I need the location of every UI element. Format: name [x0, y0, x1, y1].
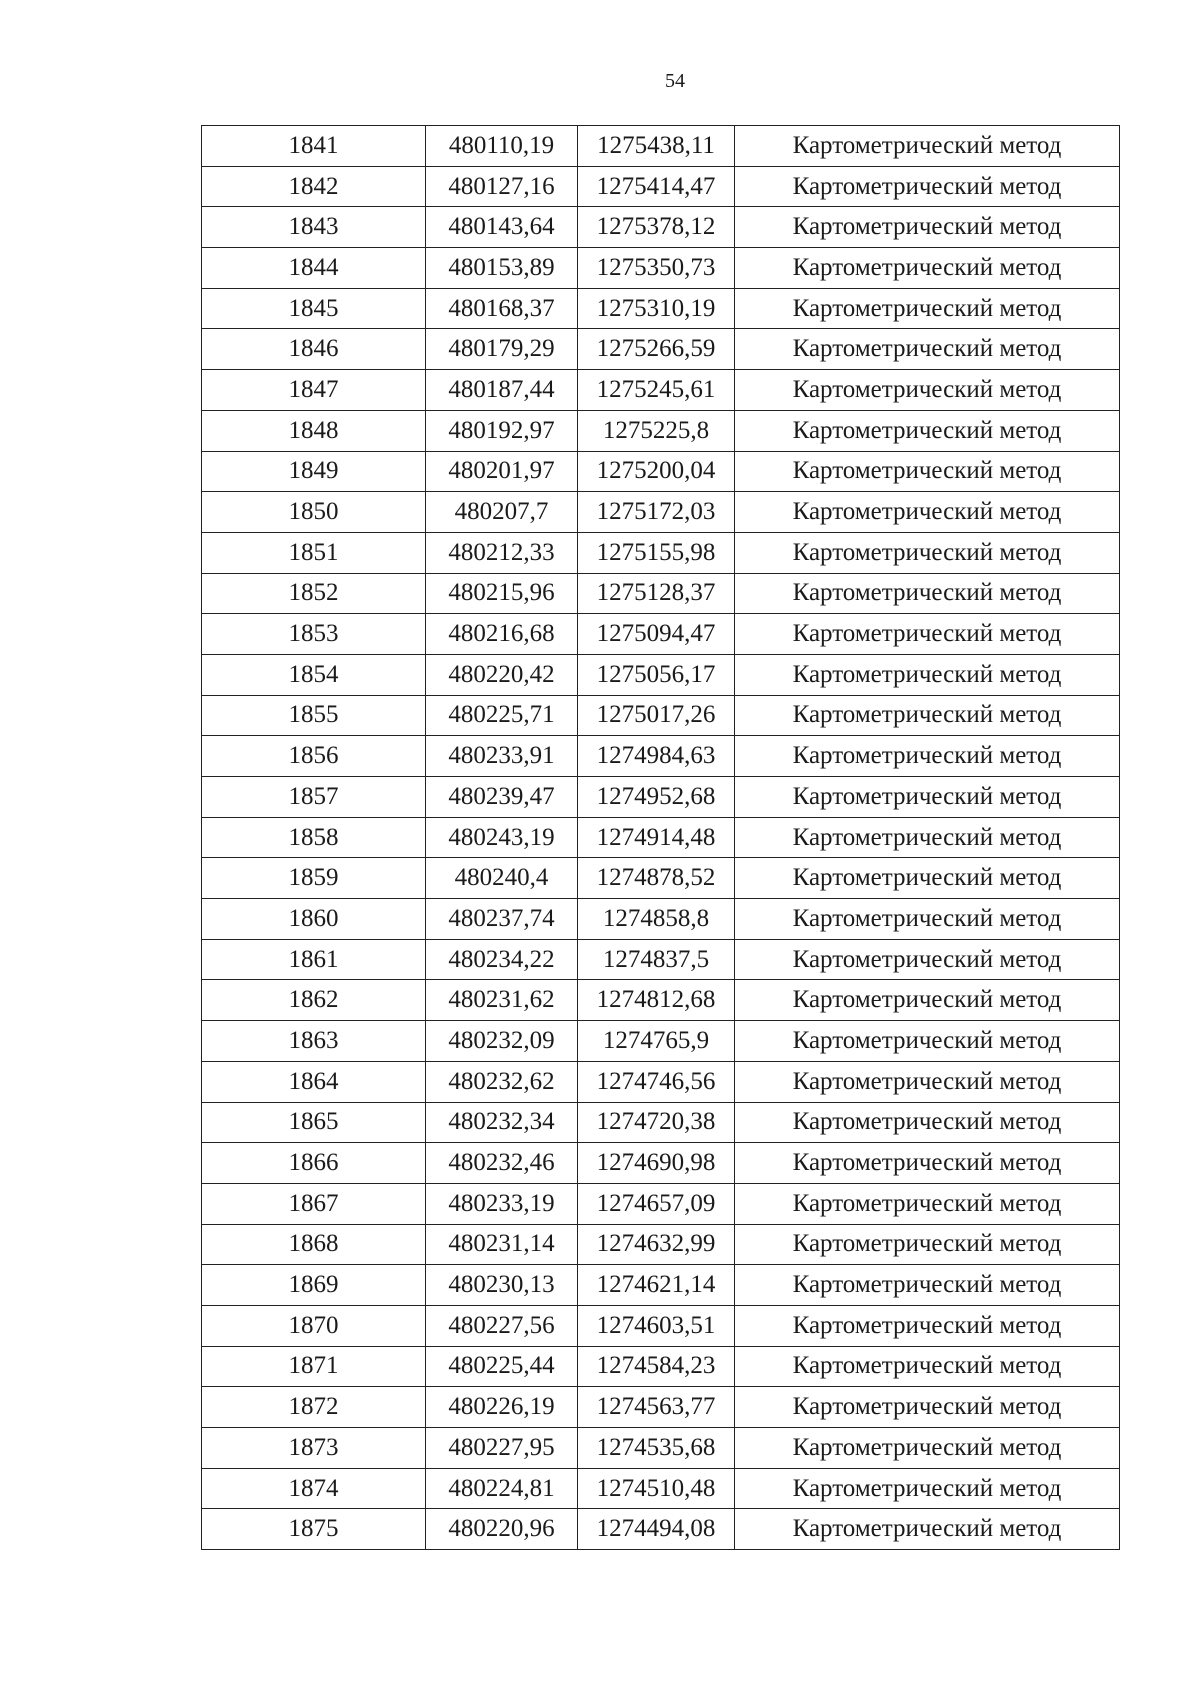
table-body — [202, 126, 1120, 1550]
x-coordinate-cell: 480232,09 — [426, 1021, 578, 1062]
method-cell: Картометрический метод — [735, 1061, 1120, 1102]
x-coordinate-cell: 480226,19 — [426, 1387, 578, 1428]
table-row — [202, 1265, 1120, 1306]
x-coordinate-cell: 480225,44 — [426, 1346, 578, 1387]
x-coordinate-cell: 480224,81 — [426, 1468, 578, 1509]
method-cell: Картометрический метод — [735, 1305, 1120, 1346]
point-number-cell: 1871 — [202, 1346, 426, 1387]
y-coordinate-cell: 1274563,77 — [578, 1387, 735, 1428]
point-number-cell: 1855 — [202, 695, 426, 736]
x-coordinate-cell: 480232,62 — [426, 1061, 578, 1102]
method-cell: Картометрический метод — [735, 288, 1120, 329]
point-number-cell: 1853 — [202, 614, 426, 655]
y-coordinate-cell: 1274510,48 — [578, 1468, 735, 1509]
table-row — [202, 695, 1120, 736]
method-cell: Картометрический метод — [735, 980, 1120, 1021]
method-cell: Картометрический метод — [735, 451, 1120, 492]
coordinates-table — [201, 125, 1120, 1550]
y-coordinate-cell: 1274494,08 — [578, 1509, 735, 1550]
y-coordinate-cell: 1274584,23 — [578, 1346, 735, 1387]
table-row — [202, 654, 1120, 695]
x-coordinate-cell: 480207,7 — [426, 492, 578, 533]
method-cell: Картометрический метод — [735, 166, 1120, 207]
point-number-cell: 1868 — [202, 1224, 426, 1265]
method-cell: Картометрический метод — [735, 1509, 1120, 1550]
method-cell: Картометрический метод — [735, 492, 1120, 533]
method-cell: Картометрический метод — [735, 1428, 1120, 1469]
y-coordinate-cell: 1274720,38 — [578, 1102, 735, 1143]
method-cell: Картометрический метод — [735, 899, 1120, 940]
x-coordinate-cell: 480227,95 — [426, 1428, 578, 1469]
method-cell: Картометрический метод — [735, 736, 1120, 777]
table-row — [202, 1224, 1120, 1265]
y-coordinate-cell: 1274952,68 — [578, 777, 735, 818]
table-row — [202, 410, 1120, 451]
point-number-cell: 1865 — [202, 1102, 426, 1143]
y-coordinate-cell: 1275350,73 — [578, 248, 735, 289]
method-cell: Картометрический метод — [735, 654, 1120, 695]
page-number: 54 — [665, 70, 685, 92]
y-coordinate-cell: 1275414,47 — [578, 166, 735, 207]
point-number-cell: 1872 — [202, 1387, 426, 1428]
point-number-cell: 1858 — [202, 817, 426, 858]
point-number-cell: 1870 — [202, 1305, 426, 1346]
method-cell: Картометрический метод — [735, 1021, 1120, 1062]
table-row — [202, 126, 1120, 167]
table-row — [202, 614, 1120, 655]
method-cell: Картометрический метод — [735, 1346, 1120, 1387]
y-coordinate-cell: 1274690,98 — [578, 1143, 735, 1184]
y-coordinate-cell: 1275056,17 — [578, 654, 735, 695]
x-coordinate-cell: 480192,97 — [426, 410, 578, 451]
table-row — [202, 370, 1120, 411]
y-coordinate-cell: 1275094,47 — [578, 614, 735, 655]
point-number-cell: 1851 — [202, 532, 426, 573]
x-coordinate-cell: 480220,42 — [426, 654, 578, 695]
x-coordinate-cell: 480231,62 — [426, 980, 578, 1021]
point-number-cell: 1861 — [202, 939, 426, 980]
table-row — [202, 777, 1120, 818]
table-row — [202, 817, 1120, 858]
method-cell: Картометрический метод — [735, 614, 1120, 655]
method-cell: Картометрический метод — [735, 329, 1120, 370]
method-cell: Картометрический метод — [735, 126, 1120, 167]
y-coordinate-cell: 1274914,48 — [578, 817, 735, 858]
y-coordinate-cell: 1274837,5 — [578, 939, 735, 980]
point-number-cell: 1846 — [202, 329, 426, 370]
point-number-cell: 1864 — [202, 1061, 426, 1102]
x-coordinate-cell: 480230,13 — [426, 1265, 578, 1306]
method-cell: Картометрический метод — [735, 532, 1120, 573]
method-cell: Картометрический метод — [735, 410, 1120, 451]
method-cell: Картометрический метод — [735, 695, 1120, 736]
point-number-cell: 1847 — [202, 370, 426, 411]
table-row — [202, 980, 1120, 1021]
table-row — [202, 736, 1120, 777]
table-row — [202, 1509, 1120, 1550]
table-row — [202, 1346, 1120, 1387]
table-row — [202, 492, 1120, 533]
point-number-cell: 1854 — [202, 654, 426, 695]
table-row — [202, 939, 1120, 980]
x-coordinate-cell: 480237,74 — [426, 899, 578, 940]
x-coordinate-cell: 480216,68 — [426, 614, 578, 655]
table-row — [202, 207, 1120, 248]
x-coordinate-cell: 480220,96 — [426, 1509, 578, 1550]
point-number-cell: 1850 — [202, 492, 426, 533]
method-cell: Картометрический метод — [735, 1102, 1120, 1143]
x-coordinate-cell: 480234,22 — [426, 939, 578, 980]
point-number-cell: 1841 — [202, 126, 426, 167]
y-coordinate-cell: 1274878,52 — [578, 858, 735, 899]
table-row — [202, 166, 1120, 207]
x-coordinate-cell: 480231,14 — [426, 1224, 578, 1265]
x-coordinate-cell: 480179,29 — [426, 329, 578, 370]
y-coordinate-cell: 1275245,61 — [578, 370, 735, 411]
method-cell: Картометрический метод — [735, 858, 1120, 899]
method-cell: Картометрический метод — [735, 1183, 1120, 1224]
point-number-cell: 1842 — [202, 166, 426, 207]
method-cell: Картометрический метод — [735, 248, 1120, 289]
x-coordinate-cell: 480143,64 — [426, 207, 578, 248]
point-number-cell: 1844 — [202, 248, 426, 289]
table-row — [202, 1102, 1120, 1143]
point-number-cell: 1859 — [202, 858, 426, 899]
y-coordinate-cell: 1275128,37 — [578, 573, 735, 614]
point-number-cell: 1867 — [202, 1183, 426, 1224]
table-row — [202, 1387, 1120, 1428]
x-coordinate-cell: 480232,34 — [426, 1102, 578, 1143]
method-cell: Картометрический метод — [735, 777, 1120, 818]
method-cell: Картометрический метод — [735, 207, 1120, 248]
table-row — [202, 248, 1120, 289]
method-cell: Картометрический метод — [735, 1468, 1120, 1509]
table-row — [202, 1428, 1120, 1469]
y-coordinate-cell: 1275438,11 — [578, 126, 735, 167]
method-cell: Картометрический метод — [735, 817, 1120, 858]
y-coordinate-cell: 1274984,63 — [578, 736, 735, 777]
method-cell: Картометрический метод — [735, 573, 1120, 614]
point-number-cell: 1856 — [202, 736, 426, 777]
x-coordinate-cell: 480110,19 — [426, 126, 578, 167]
table-row — [202, 573, 1120, 614]
point-number-cell: 1857 — [202, 777, 426, 818]
x-coordinate-cell: 480225,71 — [426, 695, 578, 736]
table-row — [202, 899, 1120, 940]
point-number-cell: 1863 — [202, 1021, 426, 1062]
y-coordinate-cell: 1275200,04 — [578, 451, 735, 492]
point-number-cell: 1862 — [202, 980, 426, 1021]
x-coordinate-cell: 480201,97 — [426, 451, 578, 492]
table-row — [202, 1143, 1120, 1184]
table-row — [202, 1061, 1120, 1102]
x-coordinate-cell: 480215,96 — [426, 573, 578, 614]
x-coordinate-cell: 480243,19 — [426, 817, 578, 858]
x-coordinate-cell: 480233,19 — [426, 1183, 578, 1224]
y-coordinate-cell: 1274765,9 — [578, 1021, 735, 1062]
y-coordinate-cell: 1275266,59 — [578, 329, 735, 370]
x-coordinate-cell: 480233,91 — [426, 736, 578, 777]
y-coordinate-cell: 1274812,68 — [578, 980, 735, 1021]
x-coordinate-cell: 480168,37 — [426, 288, 578, 329]
table-row — [202, 1468, 1120, 1509]
x-coordinate-cell: 480153,89 — [426, 248, 578, 289]
x-coordinate-cell: 480239,47 — [426, 777, 578, 818]
method-cell: Картометрический метод — [735, 1224, 1120, 1265]
y-coordinate-cell: 1274657,09 — [578, 1183, 735, 1224]
x-coordinate-cell: 480127,16 — [426, 166, 578, 207]
point-number-cell: 1874 — [202, 1468, 426, 1509]
point-number-cell: 1866 — [202, 1143, 426, 1184]
x-coordinate-cell: 480212,33 — [426, 532, 578, 573]
table-row — [202, 451, 1120, 492]
y-coordinate-cell: 1274621,14 — [578, 1265, 735, 1306]
point-number-cell: 1873 — [202, 1428, 426, 1469]
table-row — [202, 532, 1120, 573]
x-coordinate-cell: 480240,4 — [426, 858, 578, 899]
point-number-cell: 1875 — [202, 1509, 426, 1550]
y-coordinate-cell: 1274746,56 — [578, 1061, 735, 1102]
method-cell: Картометрический метод — [735, 1387, 1120, 1428]
method-cell: Картометрический метод — [735, 370, 1120, 411]
y-coordinate-cell: 1275225,8 — [578, 410, 735, 451]
table-row — [202, 1305, 1120, 1346]
y-coordinate-cell: 1275172,03 — [578, 492, 735, 533]
method-cell: Картометрический метод — [735, 939, 1120, 980]
table-row — [202, 858, 1120, 899]
table-row — [202, 329, 1120, 370]
method-cell: Картометрический метод — [735, 1265, 1120, 1306]
y-coordinate-cell: 1275017,26 — [578, 695, 735, 736]
point-number-cell: 1860 — [202, 899, 426, 940]
table-row — [202, 288, 1120, 329]
point-number-cell: 1869 — [202, 1265, 426, 1306]
x-coordinate-cell: 480232,46 — [426, 1143, 578, 1184]
y-coordinate-cell: 1274603,51 — [578, 1305, 735, 1346]
y-coordinate-cell: 1275378,12 — [578, 207, 735, 248]
point-number-cell: 1843 — [202, 207, 426, 248]
y-coordinate-cell: 1274858,8 — [578, 899, 735, 940]
point-number-cell: 1845 — [202, 288, 426, 329]
x-coordinate-cell: 480227,56 — [426, 1305, 578, 1346]
point-number-cell: 1849 — [202, 451, 426, 492]
table-row — [202, 1183, 1120, 1224]
y-coordinate-cell: 1274632,99 — [578, 1224, 735, 1265]
y-coordinate-cell: 1275310,19 — [578, 288, 735, 329]
y-coordinate-cell: 1274535,68 — [578, 1428, 735, 1469]
table-row — [202, 1021, 1120, 1062]
x-coordinate-cell: 480187,44 — [426, 370, 578, 411]
y-coordinate-cell: 1275155,98 — [578, 532, 735, 573]
point-number-cell: 1848 — [202, 410, 426, 451]
method-cell: Картометрический метод — [735, 1143, 1120, 1184]
point-number-cell: 1852 — [202, 573, 426, 614]
